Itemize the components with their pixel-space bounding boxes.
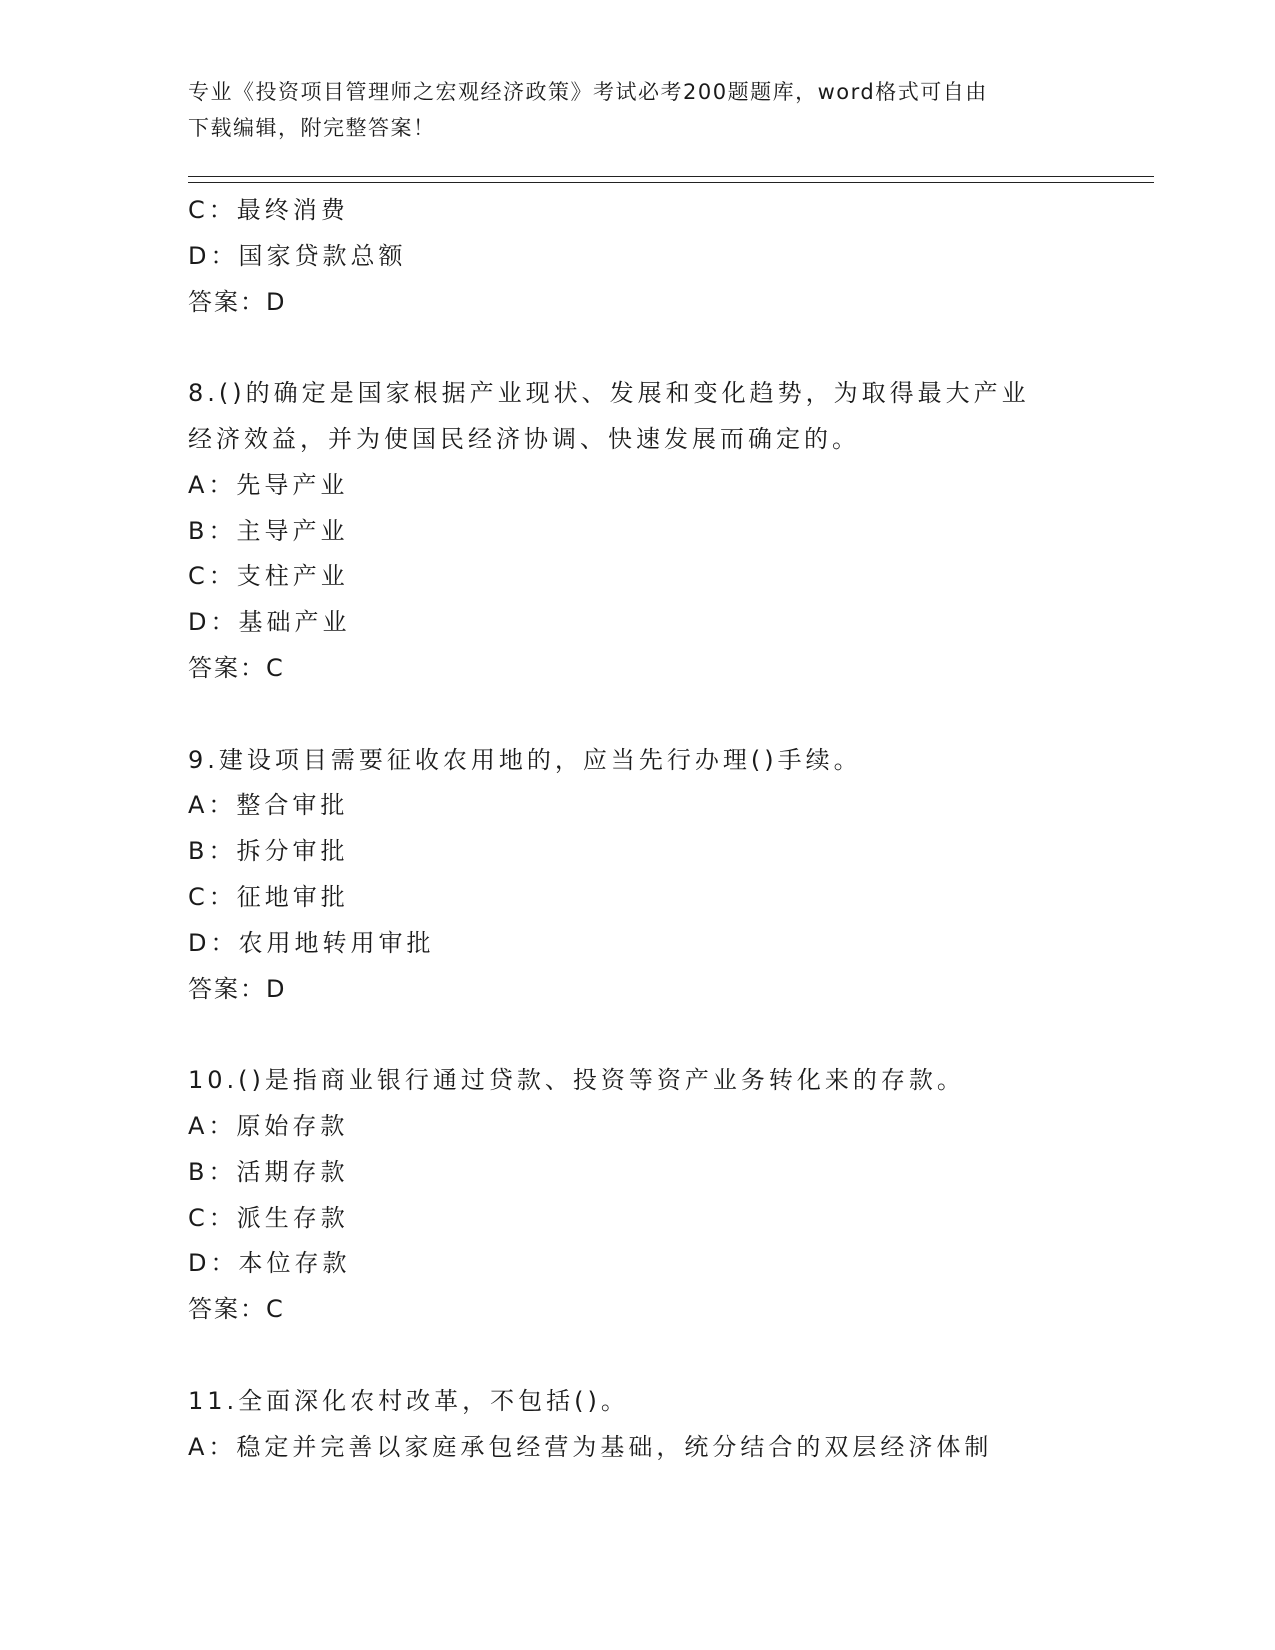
question-text: 8.()的确定是国家根据产业现状、发展和变化趋势，为取得最大产业: [188, 379, 1030, 408]
question-list: [188, 188, 1128, 1470]
option-line: C：派生存款: [188, 1203, 349, 1232]
spacer: [188, 1333, 1128, 1379]
option-line: A：稳定并完善以家庭承包经营为基础，统分结合的双层经济体制: [188, 1432, 993, 1461]
option-line: A：先导产业: [188, 470, 349, 499]
option-line: B：活期存款: [188, 1157, 349, 1186]
answer-line: 答案：D: [188, 974, 287, 1003]
answer-line: 答案：C: [188, 653, 285, 682]
option-line: A：整合审批: [188, 791, 349, 820]
header-line-2: 下载编辑，附完整答案！: [188, 116, 436, 140]
question-text: 9.建设项目需要征收农用地的，应当先行办理()手续。: [188, 745, 862, 774]
header-line-1: 专业《投资项目管理师之宏观经济政策》考试必考200题题库，word格式可自由: [188, 80, 988, 104]
spacer: [188, 692, 1128, 738]
answer-line: 答案：D: [188, 287, 287, 316]
option-line: A：原始存款: [188, 1111, 349, 1140]
option-line: D：农用地转用审批: [188, 928, 435, 957]
document-header: [188, 74, 1068, 146]
question-text: 10.()是指商业银行通过贷款、投资等资产业务转化来的存款。: [188, 1066, 965, 1095]
option-line: C：征地审批: [188, 882, 349, 911]
option-line: D：基础产业: [188, 608, 351, 637]
header-rule-bottom: [188, 182, 1154, 183]
option-line: C：最终消费: [188, 196, 349, 224]
spacer: [188, 325, 1128, 371]
answer-line: 答案：C: [188, 1295, 285, 1324]
option-line: D：本位存款: [188, 1249, 351, 1278]
option-line: D：国家贷款总额: [188, 241, 407, 270]
header-rule-top: [188, 176, 1154, 177]
spacer: [188, 1012, 1128, 1058]
question-text: 11.全面深化农村改革，不包括()。: [188, 1386, 629, 1415]
option-line: C：支柱产业: [188, 562, 349, 591]
option-line: B：拆分审批: [188, 837, 349, 866]
question-text: 经济效益，并为使国民经济协调、快速发展而确定的。: [188, 424, 860, 453]
option-line: B：主导产业: [188, 516, 349, 545]
